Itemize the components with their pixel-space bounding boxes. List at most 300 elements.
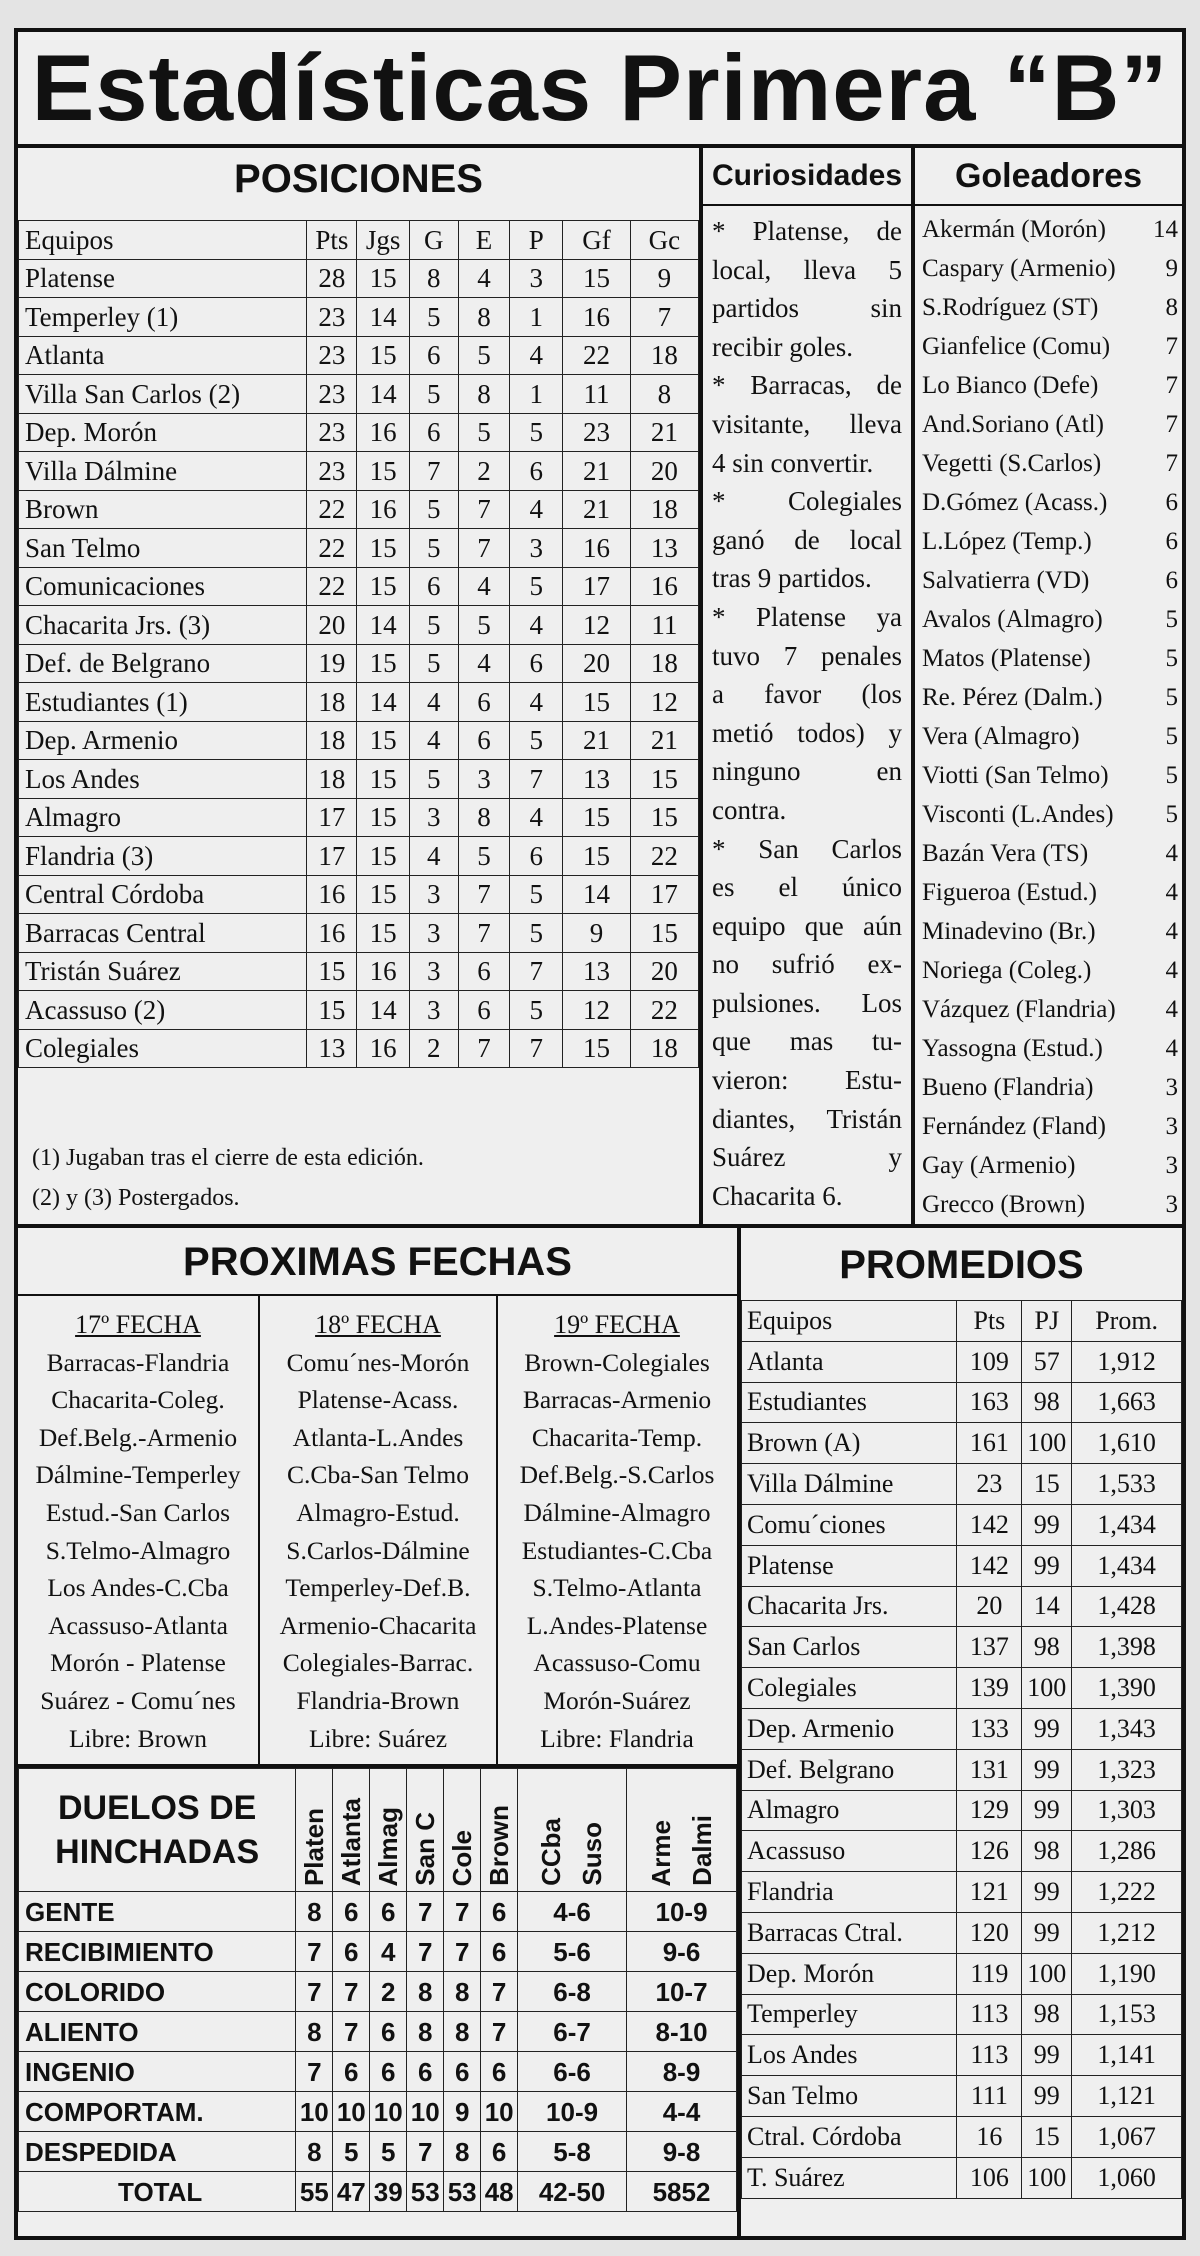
scorer-name: D.Gómez (Acass.) <box>922 489 1108 516</box>
stat-cell: 28 <box>307 259 357 298</box>
stat-cell: 5 <box>458 606 509 645</box>
stat-cell: 137 <box>957 1627 1022 1668</box>
stat-cell: 21 <box>630 413 698 452</box>
stat-cell: 6 <box>409 567 458 606</box>
table-row <box>742 1668 1182 1709</box>
score-cell: 10-7 <box>627 1972 737 2012</box>
stat-cell: 4 <box>458 644 509 683</box>
stat-cell: 100 <box>1022 1668 1072 1709</box>
score-cell: 6 <box>333 1892 370 1932</box>
match-item: Estudiantes-C.Cba <box>521 1535 713 1565</box>
stat-cell: 1,610 <box>1072 1423 1182 1464</box>
stat-cell: 6 <box>510 837 563 876</box>
list-item <box>922 1029 1178 1068</box>
stat-cell: 6 <box>458 991 509 1030</box>
score-cell: 6 <box>481 2052 518 2092</box>
stat-cell: 16 <box>563 529 630 568</box>
stat-cell: 6 <box>409 336 458 375</box>
stat-cell: 4 <box>458 259 509 298</box>
table-row <box>19 991 699 1030</box>
list-item <box>922 288 1178 327</box>
match-item: L.Andes-Platense <box>526 1610 708 1640</box>
team-name: San Carlos <box>742 1627 957 1668</box>
match-item: Estud.-San Carlos <box>45 1497 231 1527</box>
score-cell: 42-50 <box>518 2172 627 2212</box>
score-cell: 10 <box>333 2092 370 2132</box>
stat-cell: 23 <box>307 413 357 452</box>
stat-cell: 15 <box>563 259 630 298</box>
stat-cell: 100 <box>1022 1953 1072 1994</box>
stat-cell: 99 <box>1022 1749 1072 1790</box>
scorer-goals: 7 <box>1165 372 1178 399</box>
stat-cell: 99 <box>1022 1708 1072 1749</box>
scorer-name: Minadevino (Br.) <box>922 918 1096 945</box>
curiosidad-line: diantes, Tristán <box>712 1103 902 1134</box>
team-name: Almagro <box>742 1790 957 1831</box>
column-header <box>296 1769 333 1892</box>
stat-cell: 7 <box>510 952 563 991</box>
proximas-title: PROXIMAS FECHAS <box>183 1240 572 1284</box>
divider <box>699 144 703 1228</box>
table-row <box>742 1872 1182 1913</box>
stat-cell: 5 <box>409 760 458 799</box>
stat-cell: 15 <box>307 952 357 991</box>
team-name: Def. Belgrano <box>742 1749 957 1790</box>
stat-cell: 23 <box>307 336 357 375</box>
stat-cell: 1,390 <box>1072 1668 1182 1709</box>
column-header <box>370 1769 407 1892</box>
stat-cell: 1,663 <box>1072 1382 1182 1423</box>
score-cell: 6 <box>370 2052 407 2092</box>
stat-cell: 8 <box>630 375 698 414</box>
table-row <box>19 413 699 452</box>
scorer-goals: 5 <box>1165 723 1178 750</box>
team-name: Dep. Morón <box>742 1953 957 1994</box>
match-item: Almagro-Estud. <box>296 1497 460 1527</box>
stat-cell: 1,428 <box>1072 1586 1182 1627</box>
fecha-header: 17º FECHA <box>75 1310 201 1339</box>
list-item <box>922 756 1178 795</box>
score-cell: 7 <box>481 1972 518 2012</box>
posiciones-title: POSICIONES <box>234 157 483 201</box>
stat-cell: 14 <box>563 875 630 914</box>
team-name: Estudiantes (1) <box>19 683 307 722</box>
table-row <box>742 1464 1182 1505</box>
match-item: Morón - Platense <box>50 1648 226 1678</box>
stat-cell: 3 <box>510 259 563 298</box>
scorer-goals: 7 <box>1165 450 1178 477</box>
stat-cell: 5 <box>510 413 563 452</box>
stat-cell: 139 <box>957 1668 1022 1709</box>
stat-cell: 106 <box>957 2157 1022 2198</box>
divider <box>911 144 915 1228</box>
stat-cell: 15 <box>630 760 698 799</box>
scorer-name: Lo Bianco (Defe) <box>922 372 1099 399</box>
column-header <box>333 1769 370 1892</box>
curiosidad-line: equipo que aún <box>712 910 902 941</box>
table-row <box>19 529 699 568</box>
stat-cell: 16 <box>307 875 357 914</box>
stat-cell: 16 <box>357 490 409 529</box>
curiosidad-line: local, lleva 5 <box>712 254 902 285</box>
list-item <box>922 912 1178 951</box>
score-cell: 53 <box>407 2172 444 2212</box>
column-header-label: Atlanta <box>335 1797 366 1886</box>
table-header-row <box>742 1301 1182 1342</box>
curiosidad-line: pulsiones. Los <box>712 987 902 1018</box>
table-row <box>19 2092 737 2132</box>
stat-cell: 1,190 <box>1072 1953 1182 1994</box>
score-cell: 7 <box>296 1932 333 1972</box>
scorer-name: Grecco (Brown) <box>922 1191 1086 1218</box>
column-header-label: CCba <box>536 1818 567 1886</box>
stat-cell: 119 <box>957 1953 1022 1994</box>
table-row <box>742 2116 1182 2157</box>
scorer-name: Caspary (Armenio) <box>922 255 1116 282</box>
curiosidad-line: recibir goles. <box>712 331 853 362</box>
stat-cell: 99 <box>1022 2076 1072 2117</box>
column-header-pair <box>627 1769 737 1892</box>
stat-cell: 16 <box>563 298 630 337</box>
stat-cell: 18 <box>307 683 357 722</box>
stat-cell: 1,121 <box>1072 2076 1182 2117</box>
stat-cell: 5 <box>409 644 458 683</box>
match-item: Acassuso-Atlanta <box>48 1610 228 1640</box>
scorer-goals: 6 <box>1165 528 1178 555</box>
stat-cell: 15 <box>357 336 409 375</box>
stat-cell: 21 <box>563 721 630 760</box>
stat-cell: 21 <box>563 490 630 529</box>
score-cell: 6-6 <box>518 2052 627 2092</box>
list-item <box>922 834 1178 873</box>
table-row <box>19 452 699 491</box>
curiosidad-line: * Colegiales <box>712 486 902 517</box>
stat-cell: 3 <box>409 798 458 837</box>
stat-cell: 15 <box>563 683 630 722</box>
curiosidad-line: vieron: Estu- <box>712 1065 902 1096</box>
scorer-goals: 4 <box>1165 840 1178 867</box>
team-name: Tristán Suárez <box>19 952 307 991</box>
stat-cell: 3 <box>510 529 563 568</box>
team-name: Chacarita Jrs. (3) <box>19 606 307 645</box>
curiosidad-line: partidos sin <box>712 293 902 324</box>
stat-cell: 99 <box>1022 1504 1072 1545</box>
score-cell: 10 <box>370 2092 407 2132</box>
stat-cell: 1,398 <box>1072 1627 1182 1668</box>
stat-cell: 15 <box>357 760 409 799</box>
score-cell: 10-9 <box>627 1892 737 1932</box>
stat-cell: 7 <box>458 1029 509 1068</box>
stat-cell: 13 <box>307 1029 357 1068</box>
score-cell: 7 <box>296 2052 333 2092</box>
score-cell: 4 <box>370 1932 407 1972</box>
scorer-goals: 8 <box>1165 294 1178 321</box>
list-item <box>922 522 1178 561</box>
stat-cell: 5 <box>510 721 563 760</box>
curiosidad-line: es el único <box>712 872 902 903</box>
stat-cell: 3 <box>409 914 458 953</box>
team-name: T. Suárez <box>742 2157 957 2198</box>
stat-cell: 100 <box>1022 2157 1072 2198</box>
stat-cell: 1 <box>510 375 563 414</box>
list-item <box>922 990 1178 1029</box>
table-row <box>742 2157 1182 2198</box>
table-row <box>19 567 699 606</box>
stat-cell: 98 <box>1022 1831 1072 1872</box>
score-cell: 53 <box>444 2172 481 2212</box>
score-cell: 39 <box>370 2172 407 2212</box>
stat-cell: 1 <box>510 298 563 337</box>
stat-cell: 1,222 <box>1072 1872 1182 1913</box>
stat-cell: 131 <box>957 1749 1022 1790</box>
table-row <box>742 1423 1182 1464</box>
score-cell: 9-8 <box>627 2132 737 2172</box>
list-item <box>922 639 1178 678</box>
curiosidad-line: tras 9 partidos. <box>712 563 872 594</box>
stat-cell: 99 <box>1022 2035 1072 2076</box>
list-item <box>922 1185 1178 1224</box>
match-item: Libre: Flandria <box>540 1723 694 1753</box>
stat-cell: 18 <box>307 760 357 799</box>
team-name: Acassuso <box>742 1831 957 1872</box>
stat-cell: 23 <box>563 413 630 452</box>
list-item <box>922 795 1178 834</box>
curiosidad-line: Chacarita 6. <box>712 1180 843 1211</box>
curiosidad-line: a favor (los <box>712 679 902 710</box>
stat-cell: 4 <box>510 683 563 722</box>
curiosidad-line: * Platense ya <box>712 601 902 632</box>
stat-cell: 15 <box>563 1029 630 1068</box>
score-cell: 8 <box>444 2012 481 2052</box>
match-item: Morón-Suárez <box>543 1685 691 1715</box>
match-item: Barracas-Armenio <box>522 1385 712 1415</box>
score-cell: 10 <box>407 2092 444 2132</box>
scorer-goals: 3 <box>1165 1113 1178 1140</box>
stat-cell: 18 <box>630 644 698 683</box>
stat-cell: 113 <box>957 2035 1022 2076</box>
stat-cell: 5 <box>409 529 458 568</box>
stat-cell: 5 <box>409 298 458 337</box>
scorer-name: Fernández (Fland) <box>922 1113 1106 1140</box>
column-header-label: Cole <box>446 1829 477 1886</box>
category-label: DESPEDIDA <box>19 2132 296 2172</box>
curiosidades-text <box>712 212 902 1215</box>
column-header: Gc <box>630 221 698 260</box>
curiosidad-line: Suárez y <box>712 1142 902 1173</box>
scorer-goals: 5 <box>1165 645 1178 672</box>
match-item: Los Andes-C.Cba <box>47 1573 229 1603</box>
match-item: Comu´nes-Morón <box>286 1347 470 1377</box>
match-item: Dálmine-Almagro <box>523 1497 711 1527</box>
table-row <box>742 1994 1182 2035</box>
score-cell: 9 <box>444 2092 481 2132</box>
team-name: Def. de Belgrano <box>19 644 307 683</box>
stat-cell: 5 <box>409 606 458 645</box>
stat-cell: 20 <box>630 452 698 491</box>
column-header: E <box>458 221 509 260</box>
curiosidad-line: visitante, lleva <box>712 408 902 439</box>
scorer-goals: 6 <box>1165 489 1178 516</box>
stat-cell: 120 <box>957 1912 1022 1953</box>
score-cell: 8-10 <box>627 2012 737 2052</box>
stat-cell: 15 <box>357 529 409 568</box>
stat-cell: 23 <box>957 1464 1022 1505</box>
stat-cell: 15 <box>1022 1464 1072 1505</box>
scorer-name: Noriega (Coleg.) <box>922 957 1092 984</box>
list-item <box>922 561 1178 600</box>
stat-cell: 1,343 <box>1072 1708 1182 1749</box>
team-name: Acassuso (2) <box>19 991 307 1030</box>
score-cell: 6 <box>370 2012 407 2052</box>
list-item <box>922 405 1178 444</box>
stat-cell: 5 <box>510 991 563 1030</box>
team-name: Atlanta <box>19 336 307 375</box>
stat-cell: 1,060 <box>1072 2157 1182 2198</box>
divider <box>703 204 911 206</box>
curiosidades-title: Curiosidades <box>711 159 903 192</box>
stat-cell: 98 <box>1022 1627 1072 1668</box>
stat-cell: 1,286 <box>1072 1831 1182 1872</box>
curiosidad-line: no sufrió ex- <box>712 949 902 980</box>
column-header: Equipos <box>19 221 307 260</box>
stat-cell: 1,212 <box>1072 1912 1182 1953</box>
score-cell: 5 <box>333 2132 370 2172</box>
stat-cell: 3 <box>409 875 458 914</box>
table-row <box>19 837 699 876</box>
stat-cell: 19 <box>307 644 357 683</box>
scorer-name: Vázquez (Flandria) <box>922 996 1116 1023</box>
scorer-name: S.Rodríguez (ST) <box>922 294 1099 321</box>
stat-cell: 163 <box>957 1382 1022 1423</box>
column-header <box>444 1769 481 1892</box>
stat-cell: 99 <box>1022 1872 1072 1913</box>
stat-cell: 6 <box>409 413 458 452</box>
score-cell: 6 <box>370 1892 407 1932</box>
note: (2) y (3) Postergados. <box>32 1185 240 1211</box>
stat-cell: 99 <box>1022 1790 1072 1831</box>
fecha-19-column <box>498 1306 736 1757</box>
team-name: Barracas Central <box>19 914 307 953</box>
table-row <box>742 1504 1182 1545</box>
column-header <box>407 1769 444 1892</box>
match-item: Flandria-Brown <box>296 1685 460 1715</box>
column-header-label: Brown <box>483 1805 514 1886</box>
table-row <box>19 490 699 529</box>
stat-cell: 7 <box>630 298 698 337</box>
stat-cell: 3 <box>409 991 458 1030</box>
team-name: San Telmo <box>742 2076 957 2117</box>
category-label: TOTAL <box>19 2172 296 2212</box>
list-item <box>922 873 1178 912</box>
list-item <box>922 678 1178 717</box>
goleadores-list <box>922 210 1178 1224</box>
scorer-goals: 3 <box>1165 1152 1178 1179</box>
score-cell: 6 <box>481 2132 518 2172</box>
column-header: Jgs <box>357 221 409 260</box>
team-name: Flandria (3) <box>19 837 307 876</box>
promedios-title: PROMEDIOS <box>839 1243 1084 1287</box>
duelos-title-line: DUELOS DE <box>57 1789 257 1827</box>
team-name: Ctral. Córdoba <box>742 2116 957 2157</box>
stat-cell: 111 <box>957 2076 1022 2117</box>
stat-cell: 2 <box>409 1029 458 1068</box>
stat-cell: 15 <box>630 798 698 837</box>
score-cell: 48 <box>481 2172 518 2212</box>
category-label: INGENIO <box>19 2052 296 2092</box>
table-row <box>19 952 699 991</box>
score-cell: 5-6 <box>518 1932 627 1972</box>
match-item: Acassuso-Comu <box>533 1648 701 1678</box>
stat-cell: 99 <box>1022 1545 1072 1586</box>
stat-cell: 5 <box>510 875 563 914</box>
stat-cell: 15 <box>357 875 409 914</box>
stat-cell: 14 <box>357 991 409 1030</box>
stat-cell: 129 <box>957 1790 1022 1831</box>
team-name: Dep. Armenio <box>19 721 307 760</box>
stat-cell: 133 <box>957 1708 1022 1749</box>
curiosidad-line: metió todos) y <box>712 717 902 748</box>
table-row <box>19 606 699 645</box>
stat-cell: 22 <box>630 991 698 1030</box>
stat-cell: 12 <box>630 683 698 722</box>
match-item: C.Cba-San Telmo <box>287 1460 469 1490</box>
column-header: Gf <box>563 221 630 260</box>
team-name: Villa Dálmine <box>742 1464 957 1505</box>
scorer-goals: 5 <box>1165 684 1178 711</box>
table-row <box>19 1932 737 1972</box>
table-row <box>742 1627 1182 1668</box>
stat-cell: 22 <box>307 490 357 529</box>
stat-cell: 20 <box>563 644 630 683</box>
match-item: Def.Belg.-S.Carlos <box>519 1460 715 1490</box>
scorer-goals: 5 <box>1165 762 1178 789</box>
divider <box>915 204 1182 206</box>
stat-cell: 6 <box>458 683 509 722</box>
team-name: Comunicaciones <box>19 567 307 606</box>
curiosidad-line: tuvo 7 penales <box>712 640 902 671</box>
scorer-goals: 7 <box>1165 411 1178 438</box>
posiciones-table <box>18 220 699 1068</box>
scorer-name: And.Soriano (Atl) <box>922 411 1104 438</box>
curiosidad-line: * San Carlos <box>712 833 902 864</box>
stat-cell: 22 <box>307 529 357 568</box>
team-name: Brown <box>19 490 307 529</box>
stat-cell: 5 <box>510 914 563 953</box>
list-item <box>922 249 1178 288</box>
stat-cell: 22 <box>630 837 698 876</box>
category-label: ALIENTO <box>19 2012 296 2052</box>
team-name: Estudiantes <box>742 1382 957 1423</box>
scorer-name: Salvatierra (VD) <box>922 567 1090 594</box>
score-cell: 6-7 <box>518 2012 627 2052</box>
match-item: Libre: Brown <box>68 1723 208 1753</box>
score-cell: 7 <box>407 1892 444 1932</box>
score-cell: 7 <box>444 1932 481 1972</box>
stat-cell: 5 <box>458 837 509 876</box>
team-name: Atlanta <box>742 1341 957 1382</box>
team-name: Los Andes <box>742 2035 957 2076</box>
match-item: Atlanta-L.Andes <box>292 1422 464 1452</box>
list-item <box>922 1107 1178 1146</box>
table-row <box>19 1892 737 1932</box>
duelos-table <box>18 1768 737 2212</box>
curiosidad-line: que mas tu- <box>712 1026 902 1057</box>
scorer-name: Visconti (L.Andes) <box>922 801 1114 828</box>
team-name: Colegiales <box>19 1029 307 1068</box>
match-item: Barracas-Flandria <box>46 1347 230 1377</box>
stat-cell: 1,153 <box>1072 1994 1182 2035</box>
stat-cell: 142 <box>957 1545 1022 1586</box>
